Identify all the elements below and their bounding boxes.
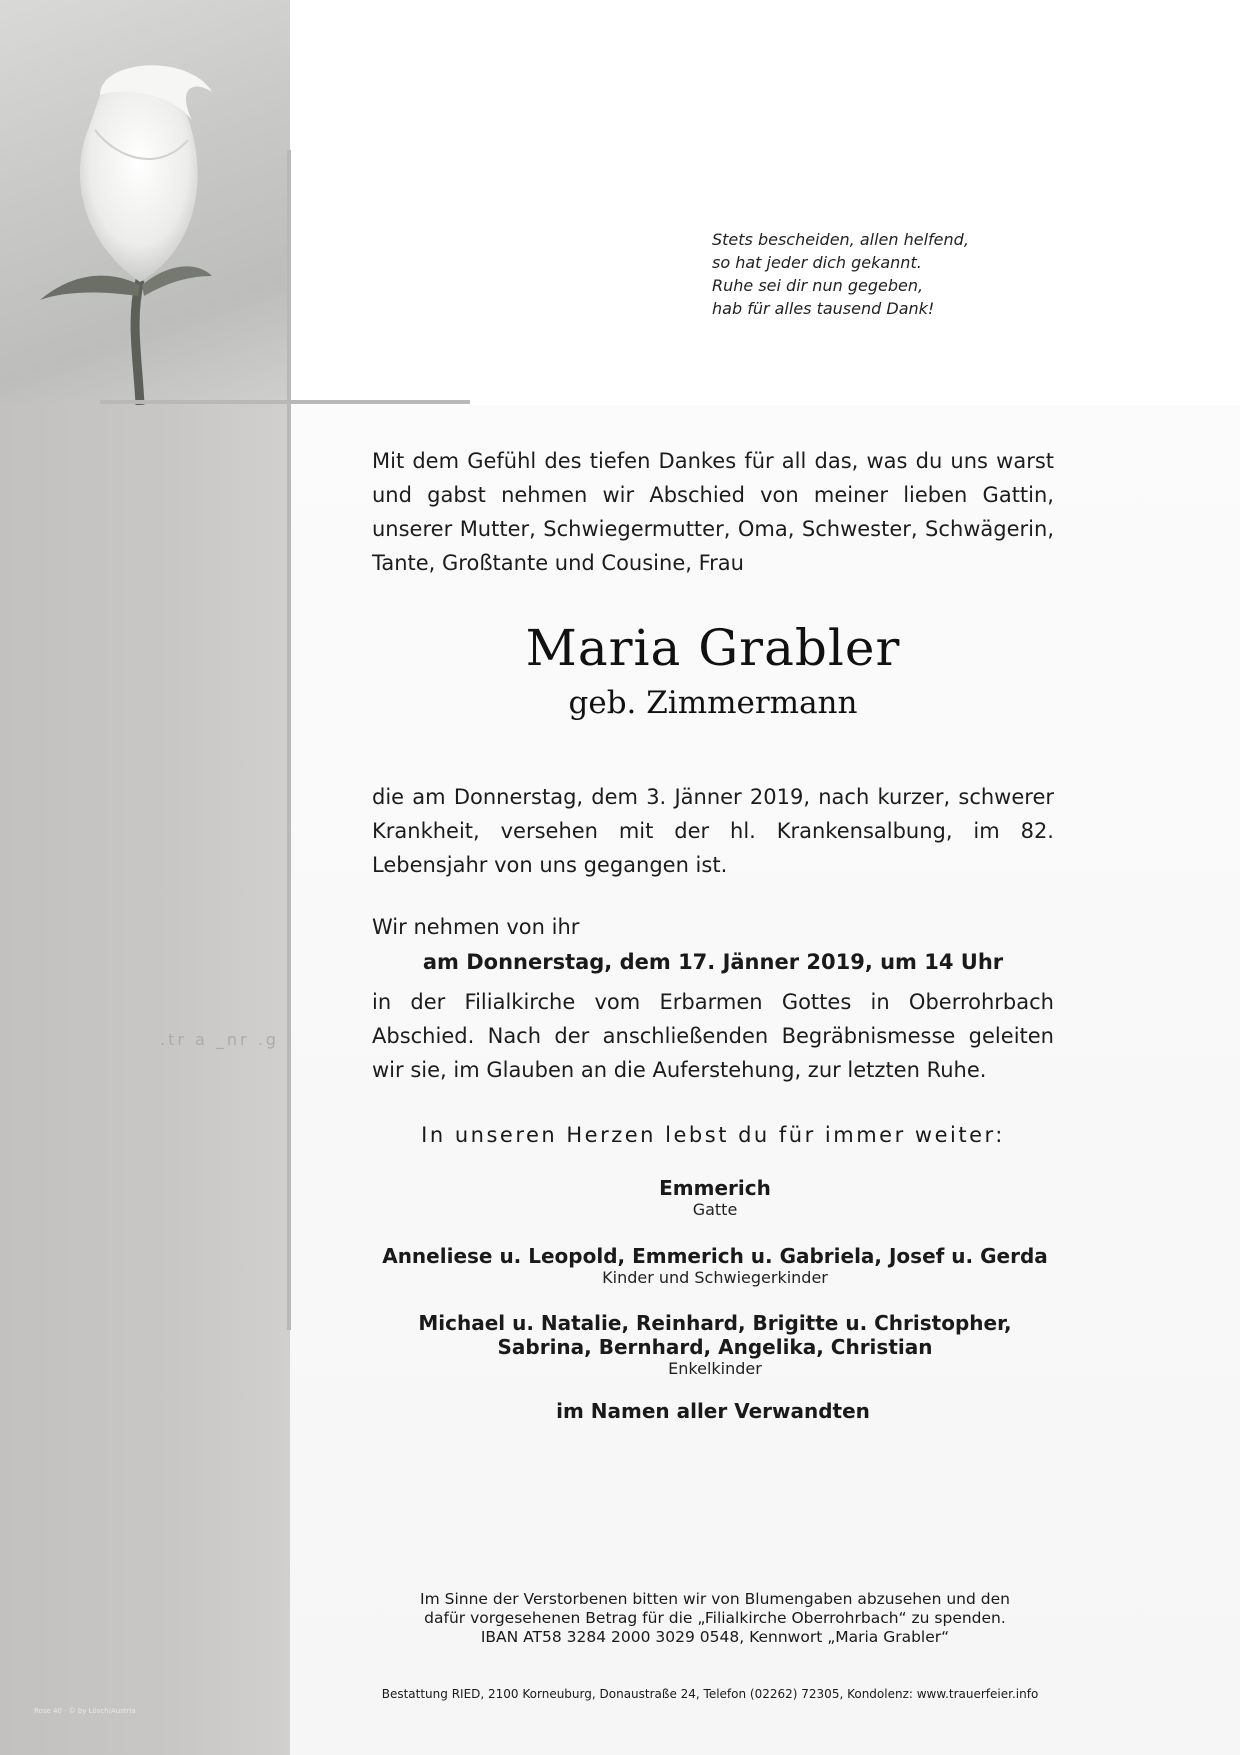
- mourner-children: [320, 1244, 1110, 1287]
- mourner-role: Enkelkinder: [668, 1359, 762, 1378]
- farewell-place: in der Filialkirche vom Erbarmen Gottes in Oberrohrbach Abschied. Nach der anschließenden Begräbnismesse geleiten wir sie, im Glauben an die Auferstehung, zur letzten Ruhe.: [372, 990, 1054, 1082]
- poem-line: Stets bescheiden, allen helfend,: [712, 230, 969, 249]
- farewell-date: am Donnerstag, dem 17. Jänner 2019, um 14 Uhr: [422, 950, 1004, 974]
- image-credit: Rose 40 · © by Lösch/Austria: [34, 1707, 136, 1715]
- rose-image: [0, 0, 290, 405]
- intro-paragraph: Mit dem Gefühl des tiefen Dankes für all das, was du uns warst und gabst nehmen wir Abschied von meiner lieben Gattin, unserer Mutter, Schwiegermutter, Oma, Schwester, Schwägerin, Tante, Großtante und Cousine, Frau: [372, 449, 1054, 575]
- cross-horizontal-bar: [100, 400, 470, 404]
- hearts-line: In unseren Herzen lebst du für immer weiter:: [421, 1123, 1005, 1147]
- poem-line: Ruhe sei dir nun gegeben,: [712, 276, 924, 295]
- maiden-name: geb. Zimmermann: [568, 685, 858, 721]
- poem: [712, 228, 1132, 320]
- rose-icon: [0, 0, 290, 405]
- donation-line: dafür vorgesehenen Betrag für die „Filialkirche Oberrohrbach“ zu spenden.: [424, 1609, 1006, 1627]
- scan-residue: .tr a _nr .g: [160, 1030, 279, 1049]
- poem-line: hab für alles tausend Dank!: [712, 299, 935, 318]
- donation-line: Im Sinne der Verstorbenen bitten wir von Blumengaben abzusehen und den: [420, 1590, 1010, 1608]
- mourner-role: Kinder und Schwiegerkinder: [602, 1268, 828, 1287]
- deceased-name: Maria Grabler: [525, 619, 901, 677]
- mourner-names: Michael u. Natalie, Reinhard, Brigitte u. Christopher,: [418, 1311, 1012, 1335]
- undertaker-footer: Bestattung RIED, 2100 Korneuburg, Donaustraße 24, Telefon (02262) 72305, Kondolenz: www.trauerfeier.info: [381, 1687, 1039, 1701]
- mourner-grandchildren: [320, 1311, 1110, 1378]
- mourner-names: Emmerich: [659, 1176, 771, 1200]
- mourner-names: Sabrina, Bernhard, Angelika, Christian: [497, 1335, 933, 1359]
- poem-line: so hat jeder dich gekannt.: [712, 253, 922, 272]
- grey-side-band: [0, 405, 290, 1755]
- mourner-spouse: [320, 1176, 1110, 1219]
- mourner-names: Anneliese u. Leopold, Emmerich u. Gabriela, Josef u. Gerda: [382, 1244, 1048, 1268]
- mourner-role: Gatte: [692, 1200, 738, 1219]
- relatives-line: im Namen aller Verwandten: [556, 1399, 870, 1423]
- donation-note: [360, 1590, 1070, 1647]
- cross-vertical-bar: [287, 150, 291, 1330]
- farewell-lead: Wir nehmen von ihr: [372, 915, 580, 939]
- death-paragraph: die am Donnerstag, dem 3. Jänner 2019, nach kurzer, schwerer Krankheit, versehen mit der hl. Krankensalbung, im 82. Lebensjahr von uns gegangen ist.: [372, 785, 1054, 877]
- donation-line: IBAN AT58 3284 2000 3029 0548, Kennwort „Maria Grabler“: [480, 1628, 950, 1646]
